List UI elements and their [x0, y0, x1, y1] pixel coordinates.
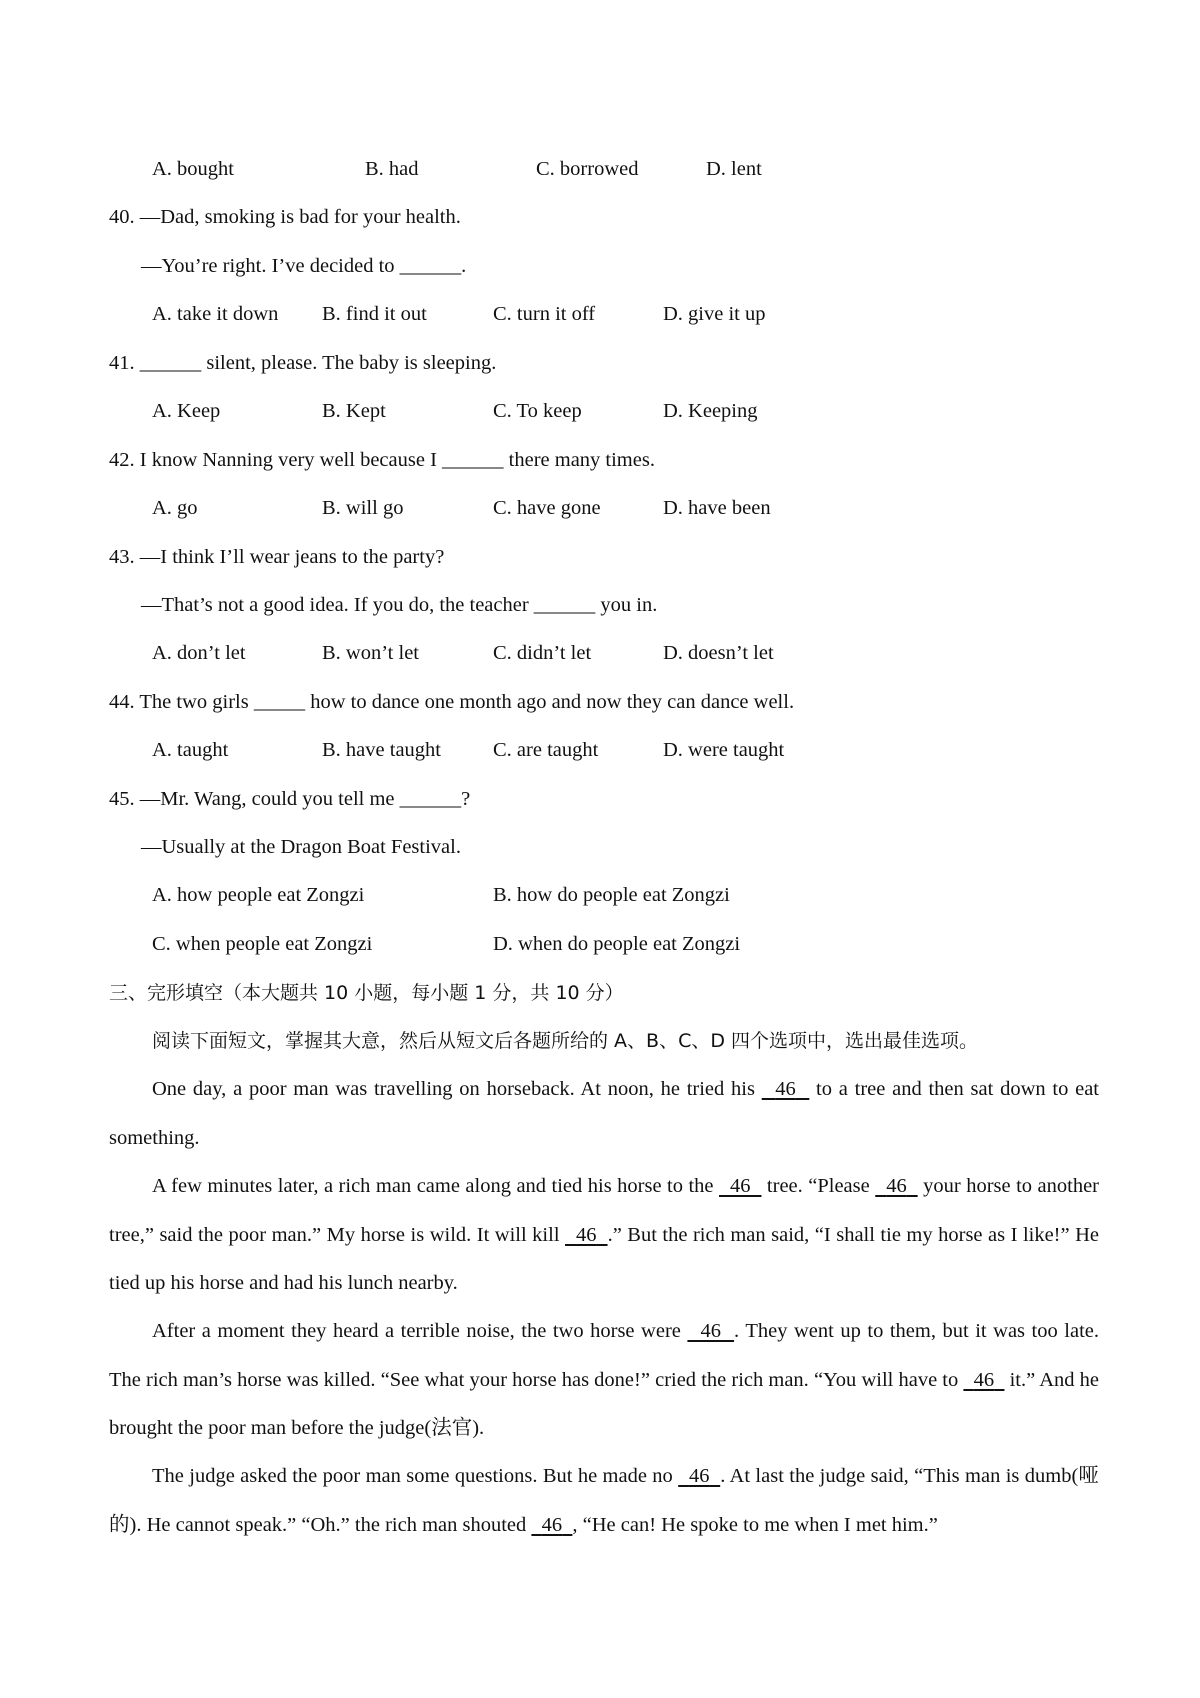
q43-option-a: A. don’t let	[152, 642, 246, 664]
q41-stem: 41. ______ silent, please. The baby is sleeping.	[109, 352, 497, 374]
q42-option-d: D. have been	[663, 497, 771, 519]
q45-option-a: A. how people eat Zongzi	[152, 884, 365, 906]
q45-option-c: C. when people eat Zongzi	[152, 933, 373, 955]
cloze-blank: 46	[973, 1368, 995, 1391]
q41-option-b: B. Kept	[322, 400, 386, 422]
cloze-paragraph-2: A few minutes later, a rich man came along and tied his horse to the 46 tree. “Please 46 your horse to another tree,” said the poor man.” My horse is wild. It will kill 46 .” But the rich man said, “I shall tie my horse as I like!” He tied up his horse and had his lunch nearby.	[109, 1175, 1100, 1294]
q44-stem: 44. The two girls _____ how to dance one month ago and now they can dance well.	[109, 691, 795, 713]
q44-option-c: C. are taught	[493, 739, 599, 761]
q40-option-c: C. turn it off	[493, 303, 596, 325]
q40-reply: —You’re right. I’ve decided to ______.	[141, 255, 467, 277]
cloze-blank: 46	[700, 1320, 721, 1342]
q44-option-a: A. taught	[152, 739, 229, 761]
q39-option-c: C. borrowed	[536, 158, 639, 180]
q42-option-a: A. go	[152, 497, 198, 519]
cloze-paragraph-3: After a moment they heard a terrible noise, the two horse were 46 . They went up to them, but it was too late. The rich man’s horse was killed. “See what your horse has done!” cried the rich man. “You will have to 46 it.” And he brought the poor man before the judge(法官).	[109, 1320, 1100, 1439]
cloze-blank: 46	[886, 1175, 907, 1197]
q42-stem: 42. I know Nanning very well because I ______ there many times.	[109, 449, 655, 471]
section3-instruction: 阅读下面短文，掌握其大意，然后从短文后各题所给的 A、B、C、D 四个选项中，选出最佳选项。	[152, 1030, 979, 1052]
q39-option-d: D. lent	[706, 158, 762, 180]
q41-option-a: A. Keep	[152, 400, 221, 422]
cloze-blank: 46	[729, 1175, 751, 1197]
q40-option-b: B. find it out	[322, 303, 427, 325]
section3-heading: 三、完形填空（本大题共 10 小题，每小题 1 分，共 10 分）	[109, 982, 624, 1004]
q45-option-d: D. when do people eat Zongzi	[493, 933, 741, 955]
q41-option-c: C. To keep	[493, 400, 582, 422]
q45-reply: —Usually at the Dragon Boat Festival.	[141, 836, 461, 858]
cloze-blank: 46	[576, 1223, 597, 1246]
q43-option-d: D. doesn’t let	[663, 642, 774, 664]
q45-stem: 45. —Mr. Wang, could you tell me ______?	[109, 788, 471, 810]
q40-stem: 40. —Dad, smoking is bad for your health.	[109, 206, 461, 228]
q44-option-b: B. have taught	[322, 739, 441, 761]
cloze-paragraph-4: The judge asked the poor man some questions. But he made no 46 . At last the judge said, “This man is dumb(哑的). He cannot speak.” “Oh.” the rich man shouted 46 , “He can! He spoke to me when I met him.”	[109, 1465, 1100, 1536]
q43-option-c: C. didn’t let	[493, 642, 592, 664]
cloze-paragraph-1: One day, a poor man was travelling on horseback. At noon, he tried his 46 to a tree and then sat down to eat something.	[109, 1078, 1100, 1149]
q44-option-d: D. were taught	[663, 739, 785, 761]
q40-option-a: A. take it down	[152, 303, 279, 325]
cloze-blank: 46	[541, 1513, 563, 1536]
q42-option-c: C. have gone	[493, 497, 601, 519]
q43-option-b: B. won’t let	[322, 642, 419, 664]
q40-option-d: D. give it up	[663, 303, 766, 325]
q43-reply: —That’s not a good idea. If you do, the teacher ______ you in.	[141, 594, 658, 616]
q39-option-b: B. had	[365, 158, 419, 180]
q42-option-b: B. will go	[322, 497, 404, 519]
cloze-blank: 46	[688, 1465, 710, 1487]
cloze-blank: 46	[775, 1078, 796, 1100]
q45-option-b: B. how do people eat Zongzi	[493, 884, 730, 906]
q39-option-a: A. bought	[152, 158, 234, 180]
q43-stem: 43. —I think I’ll wear jeans to the party?	[109, 546, 445, 568]
q41-option-d: D. Keeping	[663, 400, 758, 422]
